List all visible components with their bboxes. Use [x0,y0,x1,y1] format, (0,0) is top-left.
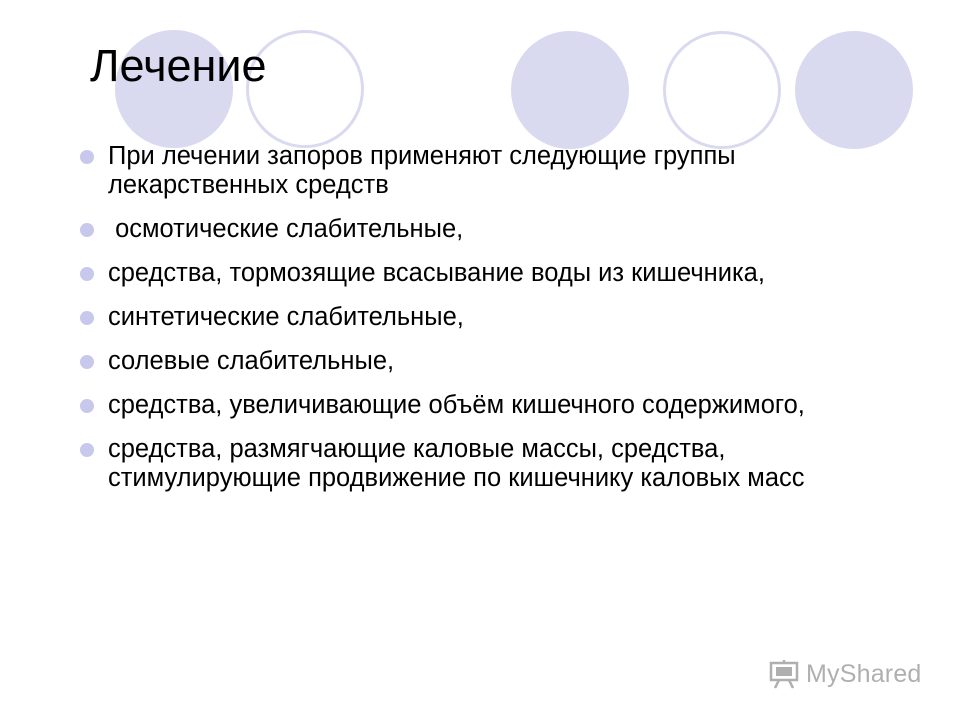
bullet-list [78,142,818,508]
list-item [78,259,818,288]
bullet-icon [80,150,94,164]
decor-circle-filled [511,31,629,149]
list-item [78,142,818,200]
bullet-icon [80,399,94,413]
decor-circle-outline [663,31,781,149]
list-item-text: солевые слабительные, [108,347,395,375]
bullet-icon [80,223,94,237]
presentation-board-icon [768,659,802,689]
bullet-icon [80,355,94,369]
list-item-text: осмотические слабительные, [108,215,464,243]
bullet-icon [80,311,94,325]
list-item-text: При лечении запоров применяют следующие группы лекарственных средств [108,142,743,199]
list-item [78,347,818,376]
watermark-text: MyShared [806,659,922,688]
list-item [78,435,818,493]
list-item-text: синтетические слабительные, [108,303,464,331]
bullet-icon [80,267,94,281]
list-item-text: средства, размягчающие каловые массы, средства, стимулирующие продвижение по кишечнику каловых масс [108,435,805,492]
list-item [78,303,818,332]
slide-title: Лечение [90,40,267,91]
decor-circle-filled [795,31,913,149]
list-item-text: средства, тормозящие всасывание воды из кишечника, [108,259,765,287]
bullet-icon [80,443,94,457]
watermark [768,659,922,689]
list-item [78,391,818,420]
list-item-text: средства, увеличивающие объём кишечного содержимого, [108,391,805,419]
list-item [78,215,818,244]
